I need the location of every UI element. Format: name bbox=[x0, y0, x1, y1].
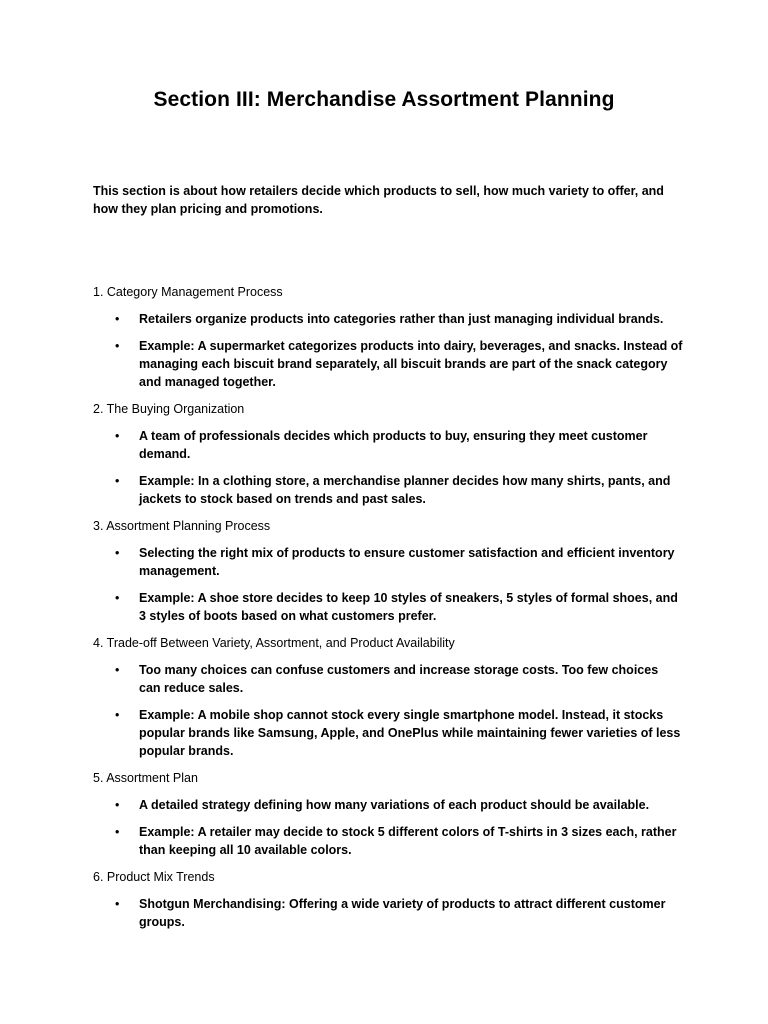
bullet-icon: • bbox=[115, 312, 120, 326]
bullet-text: A detailed strategy defining how many variations of each product should be available. bbox=[139, 798, 650, 812]
bullet-text: Example: A supermarket categorizes products into dairy, beverages, and snacks. Instead of managing each biscuit brand separately, all biscuit brands are part of the snack category and managed together. bbox=[139, 339, 683, 389]
section-2 bbox=[93, 400, 683, 508]
section-5 bbox=[93, 769, 683, 859]
bullet-item bbox=[93, 337, 683, 391]
section-6 bbox=[93, 868, 683, 931]
bullet-item bbox=[93, 472, 683, 508]
section-1 bbox=[93, 283, 683, 391]
bullet-item bbox=[93, 706, 683, 760]
bullet-text: Selecting the right mix of products to ensure customer satisfaction and efficient inventory management. bbox=[139, 546, 675, 578]
section-heading: 3. Assortment Planning Process bbox=[93, 519, 271, 533]
bullet-list bbox=[93, 895, 683, 931]
bullet-item bbox=[93, 310, 683, 328]
bullet-icon: • bbox=[115, 591, 120, 605]
bullet-item bbox=[93, 589, 683, 625]
section-4 bbox=[93, 634, 683, 760]
section-3 bbox=[93, 517, 683, 625]
page-title: Section III: Merchandise Assortment Planning bbox=[153, 88, 615, 111]
bullet-text: Retailers organize products into categories rather than just managing individual brands. bbox=[139, 312, 664, 326]
section-heading: 1. Category Management Process bbox=[93, 285, 283, 299]
bullet-icon: • bbox=[115, 825, 120, 839]
bullet-list bbox=[93, 310, 683, 391]
bullet-icon: • bbox=[115, 429, 120, 443]
bullet-item bbox=[93, 427, 683, 463]
bullet-text: Example: A shoe store decides to keep 10 styles of sneakers, 5 styles of formal shoes, and 3 styles of boots based on what customers prefer. bbox=[139, 591, 678, 623]
bullet-text: Example: A mobile shop cannot stock every single smartphone model. Instead, it stocks popular brands like Samsung, Apple, and OnePlus while maintaining fewer varieties of less popular brands. bbox=[139, 708, 681, 758]
bullet-item bbox=[93, 661, 683, 697]
bullet-list bbox=[93, 661, 683, 760]
bullet-item bbox=[93, 796, 683, 814]
bullet-list bbox=[93, 544, 683, 625]
bullet-icon: • bbox=[115, 474, 120, 488]
bullet-icon: • bbox=[115, 897, 120, 911]
bullet-icon: • bbox=[115, 798, 120, 812]
bullet-item bbox=[93, 895, 683, 931]
bullet-text: Example: A retailer may decide to stock 5 different colors of T-shirts in 3 sizes each, rather than keeping all 10 available colors. bbox=[139, 825, 677, 857]
bullet-icon: • bbox=[115, 546, 120, 560]
bullet-icon: • bbox=[115, 708, 120, 722]
bullet-text: A team of professionals decides which products to buy, ensuring they meet customer demand. bbox=[139, 429, 648, 461]
bullet-item bbox=[93, 544, 683, 580]
sections-container bbox=[93, 283, 683, 940]
bullet-list bbox=[93, 796, 683, 859]
bullet-icon: • bbox=[115, 339, 120, 353]
bullet-list bbox=[93, 427, 683, 508]
bullet-icon: • bbox=[115, 663, 120, 677]
section-heading: 5. Assortment Plan bbox=[93, 771, 198, 785]
intro-paragraph: This section is about how retailers decide which products to sell, how much variety to offer, and how they plan pricing and promotions. bbox=[93, 184, 664, 216]
bullet-text: Shotgun Merchandising: Offering a wide variety of products to attract different customer groups. bbox=[139, 897, 666, 929]
bullet-item bbox=[93, 823, 683, 859]
section-heading: 6. Product Mix Trends bbox=[93, 870, 215, 884]
section-heading: 4. Trade-off Between Variety, Assortment, and Product Availability bbox=[93, 636, 455, 650]
bullet-text: Example: In a clothing store, a merchandise planner decides how many shirts, pants, and jackets to stock based on trends and past sales. bbox=[139, 474, 671, 506]
bullet-text: Too many choices can confuse customers and increase storage costs. Too few choices can reduce sales. bbox=[139, 663, 659, 695]
section-heading: 2. The Buying Organization bbox=[93, 402, 245, 416]
